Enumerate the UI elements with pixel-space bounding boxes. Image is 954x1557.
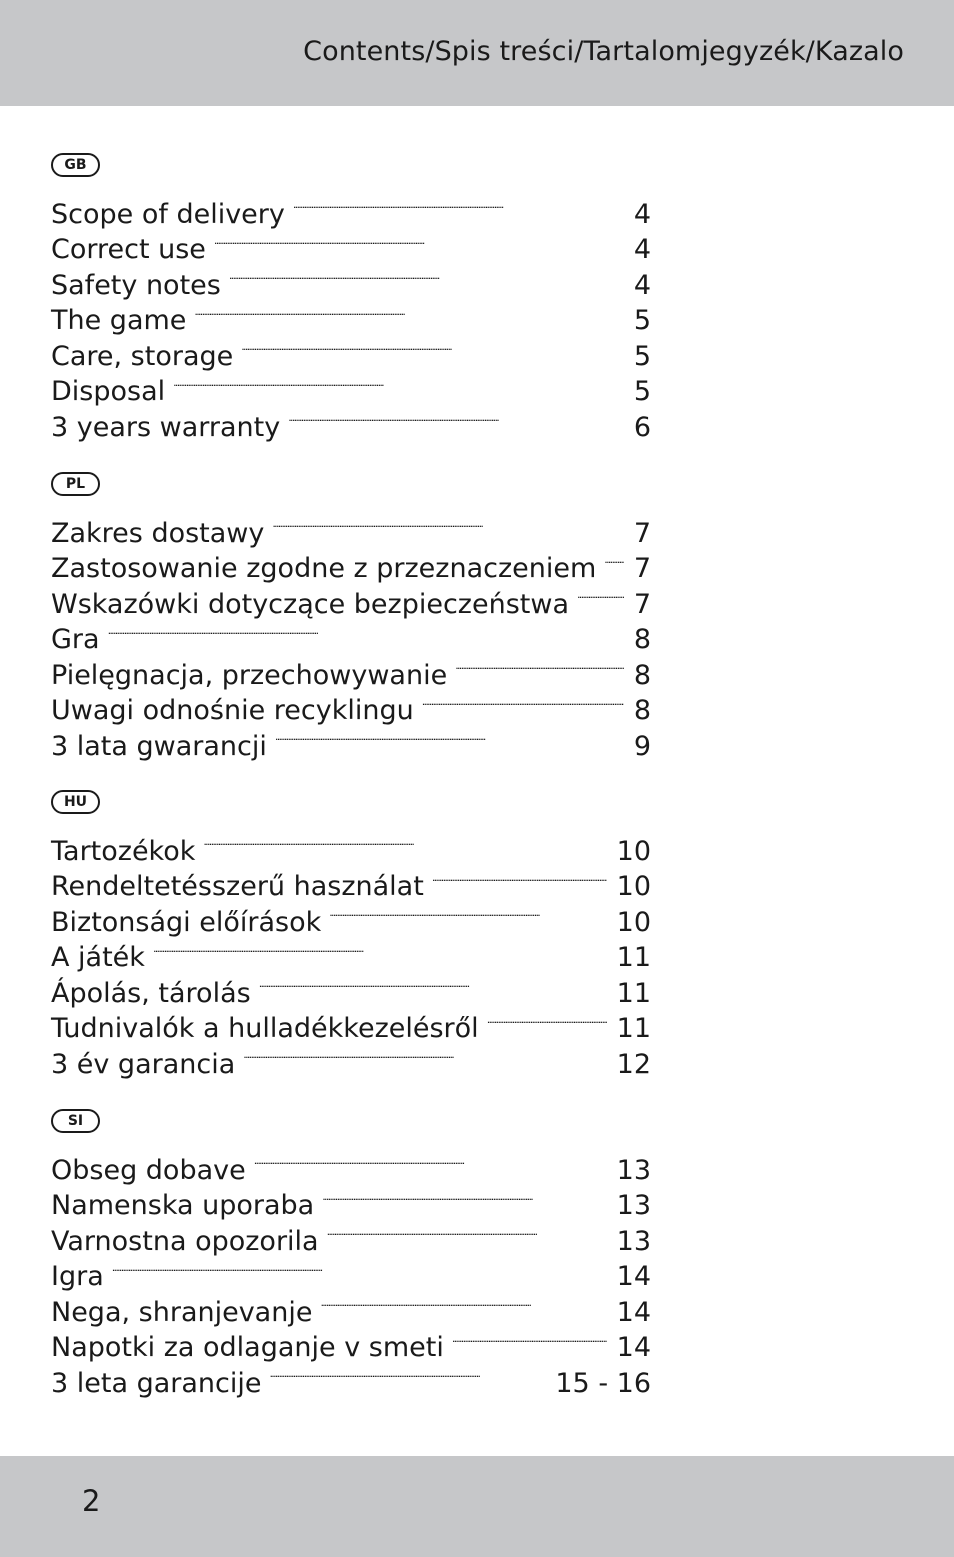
language-badge-gb: GB: [51, 153, 100, 177]
toc-entry-label: Biztonsági előírások: [51, 906, 322, 938]
dot-leader: [214, 223, 624, 259]
header-bar: [0, 0, 954, 106]
toc-entry-page: 12: [616, 1048, 651, 1080]
dot-leader: [329, 895, 606, 931]
dot-leader: [320, 1285, 606, 1321]
language-badge-hu: HU: [51, 790, 100, 814]
toc-section-si: [51, 1109, 651, 1399]
dot-leader: [243, 1037, 606, 1073]
footer-bar: [0, 1456, 954, 1557]
toc-entry-label: Disposal: [51, 376, 166, 407]
toc-entry-label: Ápolás, tárolás: [51, 977, 251, 1009]
dot-leader: [577, 577, 624, 613]
toc-entry-label: 3 years warranty: [51, 411, 281, 443]
toc-entry-page: 8: [633, 695, 651, 726]
toc-entry-page: 5: [633, 340, 651, 372]
dot-leader: [288, 400, 624, 436]
dot-leader: [487, 1002, 607, 1038]
dot-leader: [275, 719, 624, 755]
toc-entry-label: Obseg dobave: [51, 1154, 246, 1186]
dot-leader: [270, 1356, 546, 1392]
toc-entry-page: 4: [633, 234, 651, 265]
toc-entry-label: Pielęgnacja, przechowywanie: [51, 659, 448, 691]
toc-entry-page: 8: [633, 624, 651, 655]
toc-entry-label: Zastosowanie zgodne z przeznaczeniem: [51, 553, 597, 584]
toc-entry-label: Nega, shranjevanje: [51, 1296, 313, 1328]
dot-leader: [455, 648, 624, 684]
toc-entry-label: Rendeltetésszerű használat: [51, 871, 424, 902]
toc-entry-page: 11: [616, 1013, 651, 1044]
toc-entry-page: 13: [616, 1225, 651, 1257]
dot-leader: [327, 1214, 607, 1250]
toc-entry-label: The game: [51, 305, 187, 336]
toc-entry-page: 8: [633, 659, 651, 691]
toc-entry-page: 6: [633, 411, 651, 443]
toc-entry-page: 7: [633, 588, 651, 620]
toc-entry[interactable]: [51, 1250, 651, 1292]
page-title: Contents/Spis treści/Tartalomjegyzék/Kazalo: [303, 36, 904, 67]
toc-entry-label: Scope of delivery: [51, 198, 285, 230]
dot-leader: [322, 1179, 606, 1215]
toc-entry-page: 10: [616, 835, 651, 867]
toc-entry-label: Igra: [51, 1261, 104, 1292]
toc-entry[interactable]: [51, 1285, 651, 1328]
toc-entry[interactable]: [51, 1143, 651, 1186]
toc-entry-label: Napotki za odlaganje v smeti: [51, 1332, 444, 1363]
toc-entry-label: 3 év garancia: [51, 1048, 236, 1080]
toc-section-hu: [51, 790, 651, 1080]
toc-section-gb: [51, 153, 651, 443]
dot-leader: [241, 329, 624, 365]
toc-entry-page: 7: [633, 553, 651, 584]
toc-entry-page: 10: [616, 871, 651, 902]
toc-entry-label: Wskazówki dotyczące bezpieczeństwa: [51, 588, 569, 620]
dot-leader: [153, 931, 607, 967]
toc-entry-page: 9: [633, 730, 651, 762]
toc-entry-page: 15 - 16: [555, 1367, 651, 1399]
page-number: 2: [82, 1484, 101, 1518]
toc-entry-label: Safety notes: [51, 269, 221, 301]
toc-entry-page: 11: [616, 977, 651, 1009]
toc-entry-label: Correct use: [51, 234, 206, 265]
toc-entry-page: 10: [616, 906, 651, 938]
toc-entry-page: 14: [616, 1261, 651, 1292]
toc-entry-label: Gra: [51, 624, 100, 655]
toc-entry-page: 4: [633, 198, 651, 230]
toc-entry-label: Namenska uporaba: [51, 1190, 315, 1221]
toc-entry-page: 4: [633, 269, 651, 301]
language-badge-si: SI: [51, 1109, 100, 1133]
toc-section-pl: [51, 472, 651, 762]
toc-entry-label: Varnostna opozorila: [51, 1225, 319, 1257]
dot-leader: [254, 1143, 607, 1179]
toc-entry-page: 11: [616, 942, 651, 973]
dot-leader: [272, 506, 623, 542]
dot-leader: [422, 684, 624, 720]
toc-entry[interactable]: [51, 613, 651, 655]
dot-leader: [229, 258, 624, 294]
toc-entry-page: 13: [616, 1190, 651, 1221]
dot-leader: [108, 613, 624, 649]
toc-entry[interactable]: [51, 648, 651, 691]
dot-leader: [432, 860, 607, 896]
dot-leader: [112, 1250, 607, 1286]
toc-entry-label: Tartozékok: [51, 835, 196, 867]
toc-entry-page: 5: [633, 305, 651, 336]
toc-entry-label: Care, storage: [51, 340, 234, 372]
toc-entry[interactable]: [51, 187, 651, 230]
toc-entry-page: 14: [616, 1296, 651, 1328]
toc-entry-label: Zakres dostawy: [51, 517, 265, 549]
toc-entry[interactable]: [51, 506, 651, 549]
toc-entry[interactable]: [51, 824, 651, 867]
toc-entry-label: 3 lata gwarancji: [51, 730, 267, 762]
dot-leader: [293, 187, 624, 223]
language-badge-pl: PL: [51, 472, 100, 496]
dot-leader: [452, 1321, 607, 1357]
toc-entry-label: A játék: [51, 942, 145, 973]
dot-leader: [173, 365, 624, 401]
toc-entry-label: Tudnivalók a hulladékkezelésről: [51, 1013, 479, 1044]
dot-leader: [203, 824, 606, 860]
dot-leader: [194, 294, 623, 330]
toc-entry-page: 7: [633, 517, 651, 549]
toc-entry-page: 13: [616, 1154, 651, 1186]
toc-entry-page: 14: [616, 1332, 651, 1363]
toc-entry-page: 5: [633, 376, 651, 407]
toc-entry-label: 3 leta garancije: [51, 1367, 262, 1399]
dot-leader: [259, 966, 607, 1002]
toc-entry-label: Uwagi odnośnie recyklingu: [51, 695, 414, 726]
dot-leader: [604, 542, 624, 578]
